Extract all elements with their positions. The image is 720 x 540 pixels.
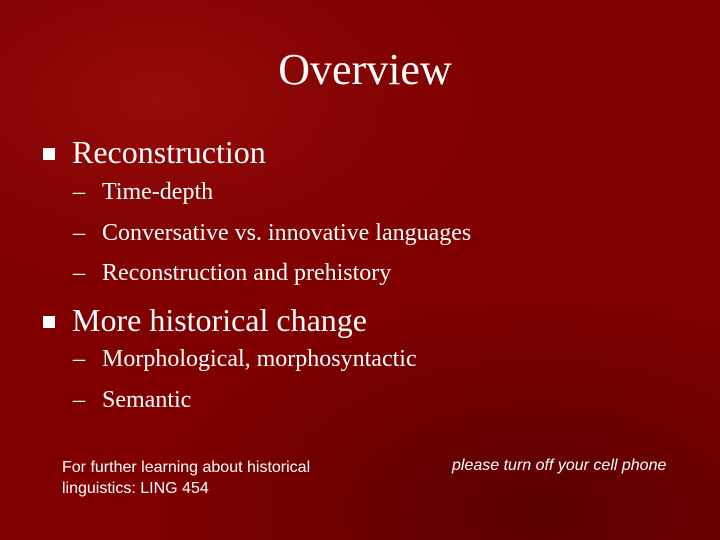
slide-title: Overview — [278, 45, 452, 94]
sub-bullet-morphological — [73, 345, 417, 373]
sub-bullet-label: Conversative vs. innovative languages — [102, 220, 472, 246]
sub-bullet-reconstruction-prehistory — [73, 259, 391, 287]
dash-marker: – — [73, 387, 85, 413]
sub-bullet-label: Reconstruction and prehistory — [102, 260, 392, 286]
bullet-label: More historical change — [72, 302, 367, 338]
dash-marker: – — [73, 260, 85, 286]
sub-bullet-label: Semantic — [102, 387, 192, 413]
sub-bullet-time-depth — [73, 178, 213, 206]
square-bullet-icon — [43, 316, 55, 328]
footnote-cell-phone-notice: please turn off your cell phone — [452, 457, 667, 474]
bullet-reconstruction — [43, 134, 266, 170]
footnote-further-learning: For further learning about historical linguistics: LING 454 — [62, 459, 311, 497]
sub-bullet-conservative-innovative — [73, 219, 471, 247]
dash-marker: – — [73, 346, 85, 372]
bullet-more-historical-change — [43, 302, 367, 338]
sub-bullet-label: Time-depth — [102, 179, 214, 205]
dash-marker: – — [73, 179, 85, 205]
dash-marker: – — [73, 220, 85, 246]
bullet-label: Reconstruction — [72, 134, 266, 170]
sub-bullet-semantic — [73, 386, 191, 414]
square-bullet-icon — [43, 148, 55, 160]
sub-bullet-label: Morphological, morphosyntactic — [102, 346, 417, 372]
